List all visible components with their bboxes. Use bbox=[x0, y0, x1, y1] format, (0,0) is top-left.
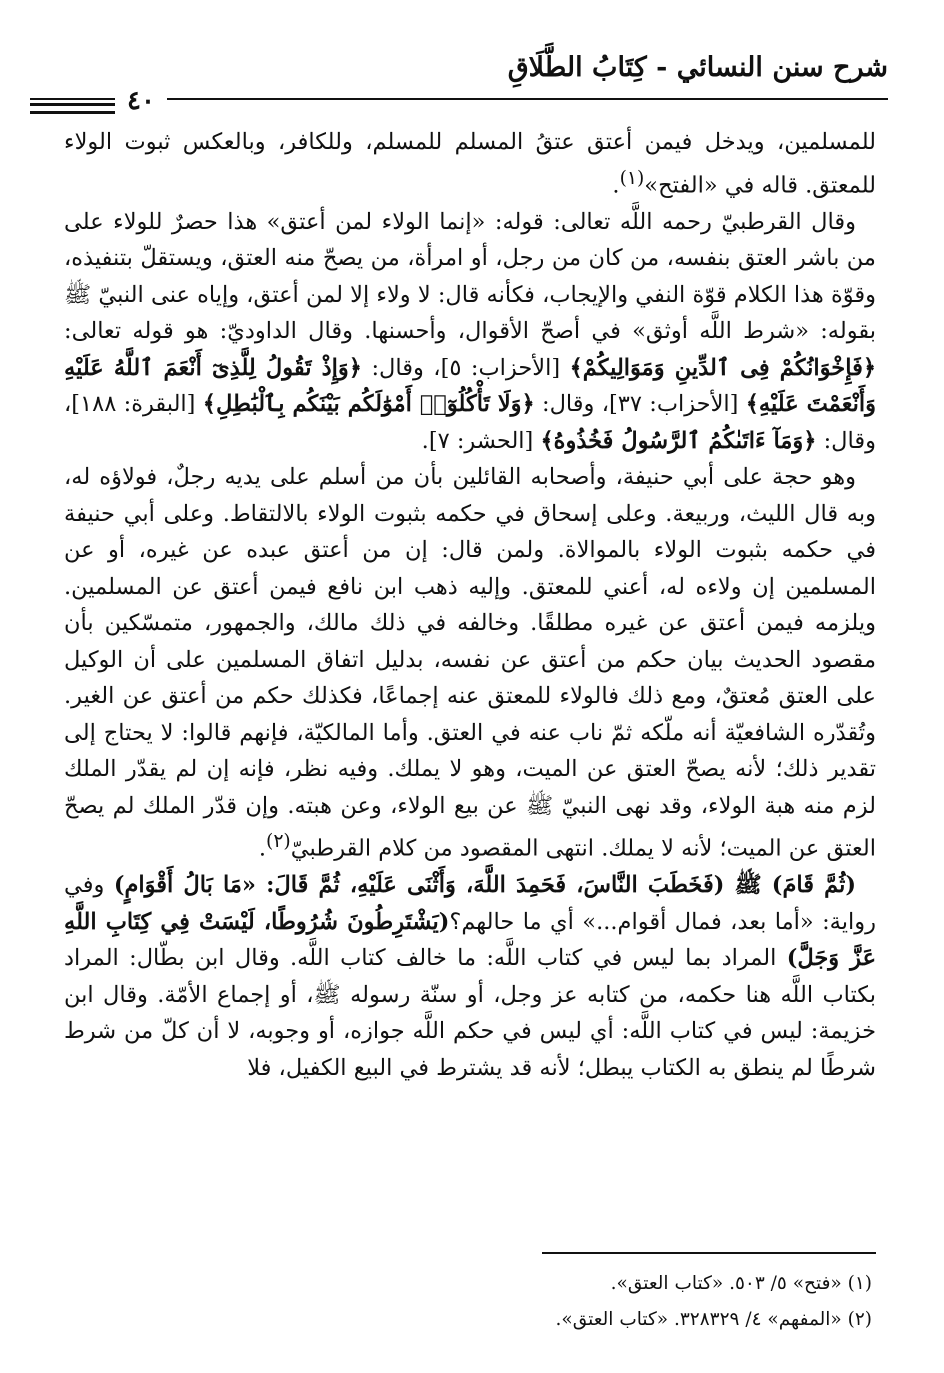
footnote-2: (٢) «المفهم» ٤/ ٣٢٨٣٢٩. «كتاب العتق». bbox=[555, 1309, 872, 1330]
text-run: [البقرة: ١٨٨]، وقال: bbox=[64, 391, 876, 454]
text-run: [الأحزاب: ٣٧]، وقال: bbox=[534, 391, 746, 417]
hadith-text: (يَشْتَرِطُونَ شُرُوطًا، لَيْسَتْ فِي كِتَابِ اللَّهِ عَزَّ وَجَلَّ) bbox=[64, 908, 876, 971]
text-run: . bbox=[258, 835, 267, 862]
footnote-separator bbox=[542, 1252, 876, 1254]
text-run: [الحشر: ٧]. bbox=[421, 427, 541, 454]
quran-verse: ﴿وَإِذْ تَقُولُ لِلَّذِىٓ أَنْعَمَ ٱللَّهُ عَلَيْهِ وَأَنْعَمْتَ عَلَيْهِ﴾ bbox=[64, 354, 876, 417]
body-text bbox=[64, 124, 876, 1086]
text-run: وهو حجة على أبي حنيفة، وأصحابه القائلين بأن من أسلم على يديه رجلٌ، فولاؤه له، وبه قال الليث، وربيعة. وعلى إسحاق في حكمه بثبوت الولاء بالالتقاط. وعلى أبي حنيفة في حكمه بثبوت الولاء بالموالاة. ولمن قال: إن من أعتق عبده عن غيره، أو عن المسلمين إن ولاءه له، أعني للمعتق. وإليه ذهب ابن نافع فيمن أعتق عن المسلمين. ويلزمه فيمن أعتق عن غيره مطلقًا. وخالفه في ذلك مالك، والجمهور، متمسّكين بأن مقصود الحديث بيان حكم من أعتق عن نفسه، بدليل اتفاق المسلمين على أن الوكيل على العتق مُعتقٌ، ومع ذلك فالولاء للمعتق عنه إجماعًا، فكذلك حكم من أعتق عن الغير. وتُقدّره الشافعيّة أنه ملّكه ثمّ ناب عنه في العتق. وأما المالكيّة، فإنهم قالوا: لا يحتاج إلى تقدير ذلك؛ لأنه يصحّ العتق عن الميت، وهو لا يملك. وفيه نظر، فإنه إن لم يقدّر الملك لزم منه هبة الولاء، وقد نهى النبيّ ﷺ عن بيع الولاء، وعن هبته. وإن قدّر الملك لم يصحّ العتق عن الميت؛ لأنه لا يملك. انتهى المقصود من كلام القرطبيّ bbox=[64, 464, 876, 862]
running-title: شرح سنن النسائي - كِتَابُ الطَّلَاقِ bbox=[507, 52, 888, 83]
quran-verse: ﴿وَلَا تَأْكُلُوٓا۟ أَمْوَٰلَكُم بَيْنَكُم بِٱلْبَٰطِلِ﴾ bbox=[202, 391, 535, 417]
footnotes bbox=[64, 1266, 872, 1338]
text-run: وقال القرطبيّ رحمه اللَّه تعالى: قوله: «إنما الولاء لمن أعتق» هذا حصرٌ للولاء على من باشر العتق بنفسه، من كان من رجل، أو امرأة، من يصحّ منه العتق، ويستقلّ بتنفيذه، وقوّة هذا الكلام قوّة النفي والإيجاب، فكأنه قال: لا ولاء إلا لمن أعتق، وإياه عنى النبيّ ﷺ بقوله: «شرط اللَّه أوثق» في أصحّ الأقوال، وأحسنها. وقال الداوديّ: هو قوله تعالى: bbox=[64, 208, 876, 344]
footnote-ref: (٢) bbox=[266, 831, 291, 852]
text-run: . bbox=[612, 172, 620, 198]
text-run: للمسلمين، ويدخل فيمن أعتق عتقُ المسلم للمسلم، وللكافر، وبالعكس ثبوت الولاء للمعتق. قاله في «الفتح» bbox=[64, 129, 876, 198]
paragraph-1 bbox=[64, 124, 876, 204]
quran-verse: ﴿وَمَآ ءَاتَىٰكُمُ ٱلرَّسُولُ فَخُذُوهُ﴾ bbox=[540, 427, 817, 454]
quran-verse: ﴿فَإِخْوَانُكُمْ فِى ٱلدِّينِ وَمَوَالِيكُمْ﴾ bbox=[569, 354, 877, 381]
text-run: وفي رواية: «أما بعد، فمال أقوام...» أي ما حالهم؟ bbox=[64, 872, 876, 935]
paragraph-2 bbox=[64, 204, 876, 460]
page-number: ٤٠ bbox=[115, 86, 167, 116]
paragraph-3 bbox=[64, 459, 876, 867]
paragraph-4 bbox=[64, 867, 876, 1086]
footnote-1: (١) «فتح» ٥/ ٥٠٣. «كتاب العتق». bbox=[610, 1273, 872, 1294]
footnote-ref: (١) bbox=[619, 167, 645, 189]
text-run: المراد بما ليس في كتاب اللَّه: ما خالف كتاب اللَّه. وقال ابن بطّال: المراد بكتاب اللَّه هنا حكمه، من كتابه عز وجل، أو سنّة رسوله ﷺ، أو إجماع الأمّة. وقال ابن خزيمة: ليس في كتاب اللَّه: أي ليس في حكم اللَّه جوازه، أو وجوبه، لا أن كلّ من شرط شرطًا لم ينطق به الكتاب يبطل؛ لأنه قد يشترط في البيع الكفيل، فلا bbox=[64, 945, 876, 1081]
text-run: [الأحزاب: ٥]، وقال: bbox=[361, 354, 570, 381]
hadith-text: (ثُمَّ قَامَ) ﷺ (فَخَطَبَ النَّاسَ، فَحَمِدَ اللَّهَ، وَأَثْنَى عَلَيْهِ، ثُمَّ قَالَ: «مَا بَالُ أَقْوَامٍ) bbox=[113, 872, 856, 898]
